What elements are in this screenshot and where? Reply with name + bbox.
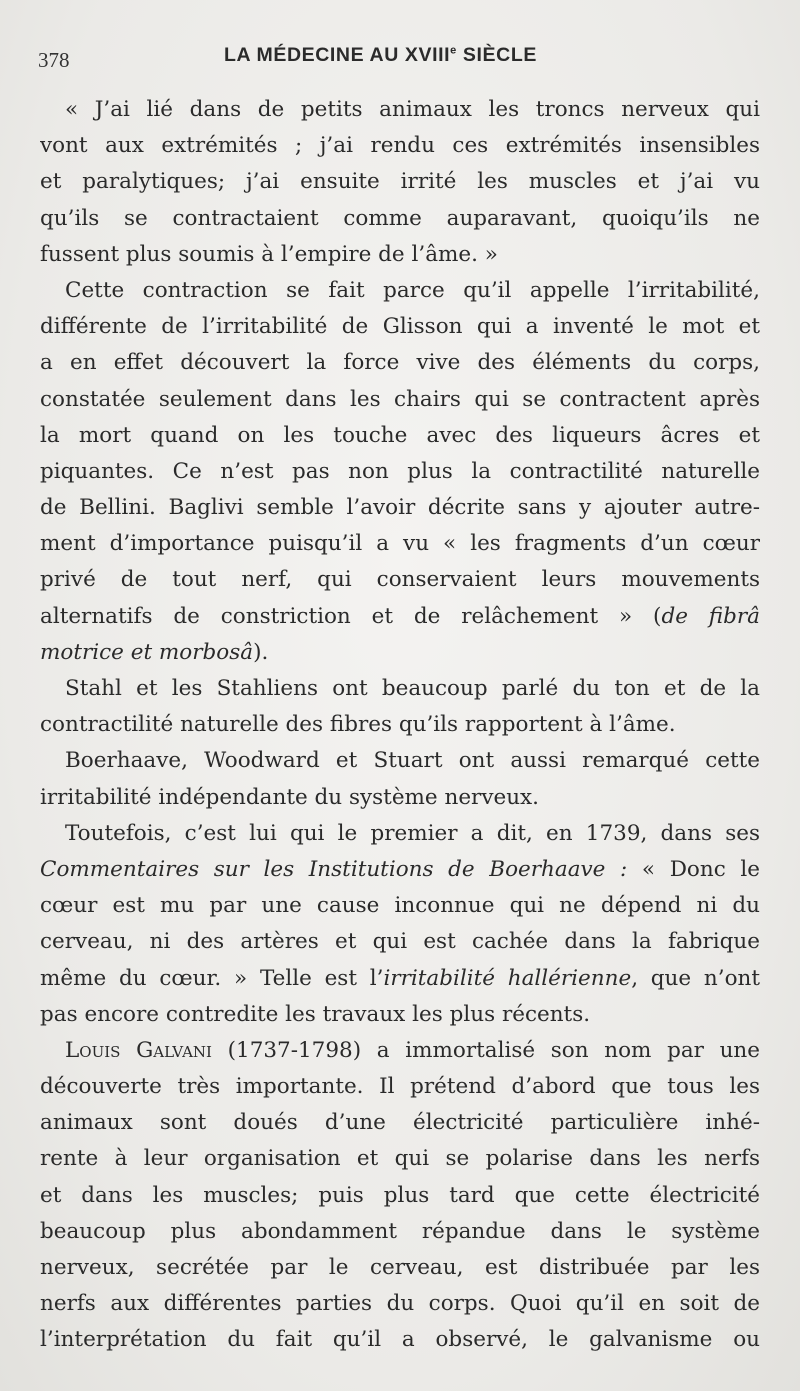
small-caps-name: Louis Galvani	[65, 1037, 212, 1063]
text-segment: Boerhaave, Woodward et Stuart ont aussi remarqué cette	[65, 748, 760, 774]
text-line	[40, 599, 760, 635]
running-title-end: SIÈCLE	[456, 44, 537, 66]
italic-text: Commentaires sur les Institutions de Boerhaave :	[40, 856, 628, 882]
running-title-superscript: e	[450, 44, 457, 57]
text-segment: et dans les muscles; puis plus tard que cette électricité	[40, 1182, 760, 1208]
text-line	[40, 1322, 760, 1358]
italic-text: de fibrâ	[661, 603, 760, 629]
text-segment: nerfs aux différentes parties du corps. Quoi qu’il en soit de	[40, 1291, 760, 1317]
text-line	[40, 273, 760, 309]
text-line	[40, 635, 760, 671]
text-segment: Stahl et les Stahliens ont beaucoup parlé du ton et de la	[65, 676, 760, 701]
text-line	[40, 1033, 760, 1069]
text-segment: Cette contraction se fait parce qu’il appelle l’irritabilité,	[65, 277, 760, 303]
text-line	[40, 924, 760, 960]
text-line	[40, 816, 760, 852]
text-line	[40, 128, 760, 164]
text-line	[40, 852, 760, 888]
text-line	[40, 490, 760, 526]
text-segment: de Bellini. Baglivi semble l’avoir décrite sans y ajouter autre-	[40, 495, 760, 521]
text-line	[40, 671, 760, 707]
text-line	[40, 526, 760, 562]
text-line	[40, 562, 760, 598]
text-segment: piquantes. Ce n’est pas non plus la contractilité naturelle	[40, 458, 760, 484]
text-line	[40, 164, 760, 200]
text-line	[40, 888, 760, 924]
text-segment: rente à leur organisation et qui se polarise dans les nerfs	[40, 1146, 760, 1172]
text-line	[40, 345, 760, 381]
text-segment: constatée seulement dans les chairs qui se contractent après	[40, 386, 760, 412]
text-segment: fussent plus soumis à l’empire de l’âme. »	[40, 241, 498, 267]
text-line	[40, 309, 760, 345]
text-segment: et paralytiques; j’ai ensuite irrité les muscles et j’ai vu	[40, 169, 760, 195]
text-segment: pas encore contredite les travaux les plus récents.	[40, 1001, 591, 1027]
text-segment: animaux sont doués d’une électricité particulière inhé-	[40, 1110, 760, 1136]
text-segment: « J’ai lié dans de petits animaux les troncs nerveux qui	[65, 97, 760, 122]
body-text	[40, 92, 760, 1359]
text-line	[40, 418, 760, 454]
text-segment: ment d’importance puisqu’il a vu « les fragments d’un cœur	[40, 531, 760, 557]
text-segment: vont aux extrémités ; j’ai rendu ces extrémités insensibles	[40, 133, 760, 159]
text-line	[40, 237, 760, 273]
text-segment: irritabilité indépendante du système nerveux.	[40, 784, 540, 810]
text-line	[40, 382, 760, 418]
text-line	[40, 1214, 760, 1250]
running-title	[224, 44, 537, 67]
text-segment: nerveux, secrétée par le cerveau, est distribuée par les	[40, 1255, 760, 1280]
running-head	[38, 42, 760, 78]
italic-text: irritabilité hallérienne	[383, 965, 632, 991]
italic-text: motrice et morbosâ	[40, 639, 254, 665]
text-line	[40, 201, 760, 237]
text-segment: (1737-1798) a immortalisé son nom par une	[211, 1037, 760, 1063]
text-segment: qu’ils se contractaient comme auparavant, quoiqu’ils ne	[40, 205, 760, 231]
text-line	[40, 1105, 760, 1141]
text-segment: contractilité naturelle des fibres qu’ils rapportent à l’âme.	[40, 712, 676, 738]
text-segment: « Donc le	[627, 856, 760, 882]
text-line	[40, 1286, 760, 1322]
text-segment: cerveau, ni des artères et qui est cachée dans la fabrique	[40, 929, 760, 955]
text-line	[40, 743, 760, 779]
text-line	[40, 454, 760, 490]
text-segment: , que n’ont	[631, 965, 760, 991]
text-segment: a en effet découvert la force vive des éléments du corps,	[40, 350, 760, 376]
text-segment: Toutefois, c’est lui qui le premier a dit, en 1739, dans ses	[65, 820, 760, 846]
text-segment: beaucoup plus abondamment répandue dans le système	[40, 1218, 760, 1244]
text-line	[40, 1250, 760, 1286]
text-segment: découverte très importante. Il prétend d’abord que tous les	[40, 1074, 760, 1100]
text-line	[40, 1178, 760, 1214]
text-segment: privé de tout nerf, qui conservaient leurs mouvements	[40, 567, 760, 593]
page-number: 378	[38, 48, 70, 72]
text-line	[40, 707, 760, 743]
text-line	[40, 1141, 760, 1177]
text-line	[40, 961, 760, 997]
text-line	[40, 1069, 760, 1105]
text-line	[40, 780, 760, 816]
text-line	[40, 997, 760, 1033]
text-segment: l’interprétation du fait qu’il a observé, le galvanisme ou	[40, 1327, 760, 1353]
text-segment: cœur est mu par une cause inconnue qui ne dépend ni du	[40, 893, 760, 919]
text-segment: la mort quand on les touche avec des liqueurs âcres et	[40, 422, 760, 448]
text-segment: différente de l’irritabilité de Glisson qui a inventé le mot et	[40, 314, 760, 340]
running-title-main: LA MÉDECINE AU XVIII	[224, 44, 451, 66]
text-segment: même du cœur. » Telle est l’	[40, 965, 384, 991]
text-segment: alternatifs de constriction et de relâchement » (	[40, 603, 662, 629]
text-segment: ).	[253, 639, 269, 665]
text-line	[40, 92, 760, 128]
